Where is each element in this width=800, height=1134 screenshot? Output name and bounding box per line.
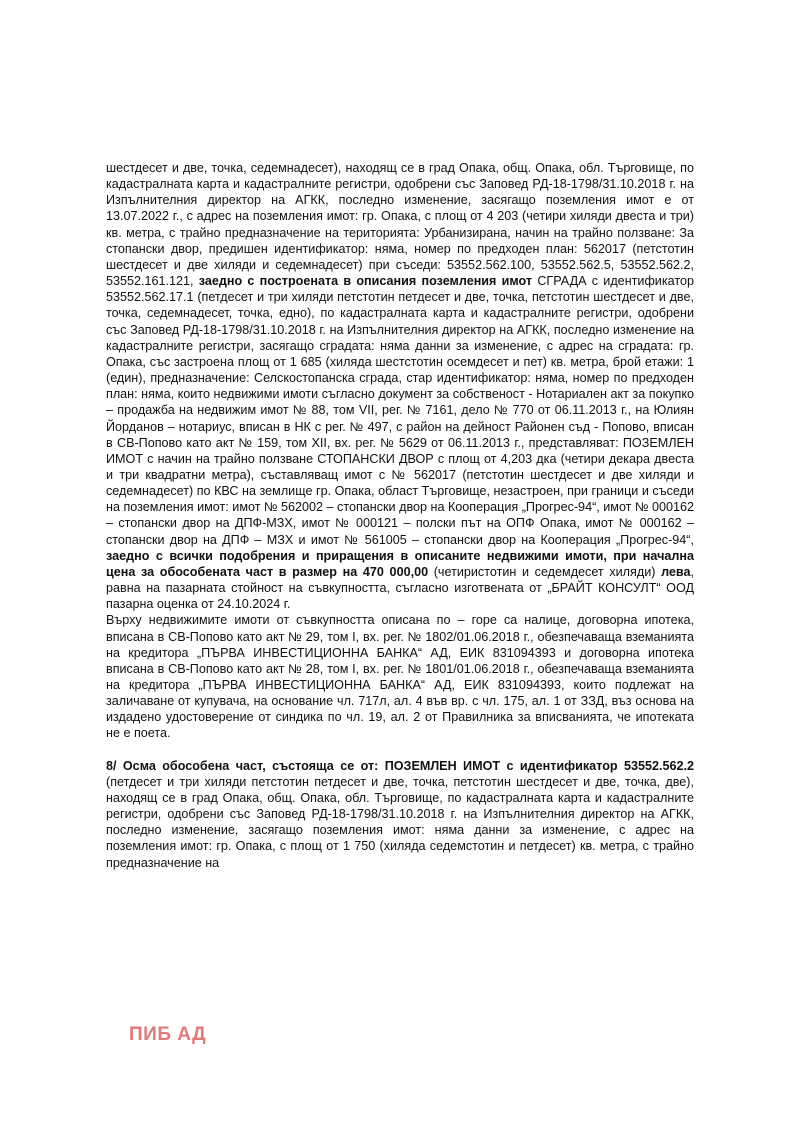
paragraph-mortgage: Върху недвижимите имоти от съвкупността описана по – горе са налице, договорна ипотека, вписана в СВ-Попово като акт № 29, том I, вх. рег. № 1802/01.06.2018 г., обезпечаваща вземанията на кредитора „ПЪРВА ИНВЕСТИЦИОННА БАНКА“ АД, ЕИК 831094393 и договорна ипотека вписана в СВ-Попово като акт № 28, том I, вх. рег. № 1801/01.06.2018 г., обезпечаваща вземанията на кредитора „ПЪРВА ИНВЕСТИЦИОННА БАНКА“ АД, ЕИК 831094393, които подлежат на заличаване от купувача, на основание чл. 717л, ал. 4 във вр. с чл. 175, ал. 1 от ЗЗД, въз основа на издадено удостоверение от синдика по чл. 19, ал. 2 от Правилника за вписванията, че ипотеката не е поета. [106,613,694,741]
p3-text-1: (петдесет и три хиляди петстотин петдесет и две, точка, петстотин шестдесет и две, точка, две), находящ се в град Опака, общ. Опака, обл. Търговище, по кадастралната карта и кадастралните регистри, одобрени със Заповед РД-18-1798/31.10.2018 г. на Изпълнителния директор на АГКК, последно изменение, засягащо поземления имот: няма данни за изменение, с адрес на поземления имот: гр. Опака, с площ от 1 750 (хиляда седемстотин и петдесет) кв. метра, с трайно предназначение на [106,774,694,870]
paragraph-property-8 [106,758,694,871]
p1-text-2: СГРАДА с идентификатор 53552.562.17.1 (петдесет и три хиляди петстотин петдесет и две, точка, петстотин шестдесет и две, точка, седемнадесет, точка, едно), по кадастралната карта и кадастралните регистри, одобрени със Заповед РД-18-1798/31.10.2018 г. на Изпълнителния директор на АГКК, последно изменение на кадастралните регистри, засягащо сградата: няма данни за изменение, с адрес на сградата: гр. Опака, със застроена площ от 1 685 (хиляда шестстотин осемдесет и пет) кв. метра, брой етажи: 1 (един), предназначение: Селскостопанска сграда, стар идентификатор: няма, номер по предходен план: няма, които недвижими имоти съгласно документ за собственост - Нотариален акт за покупко – продажба на недвижим имот № 88, том VII, рег. № 7161, дело № 770 от 06.11.2013 г., на Юлиян Йорданов – нотариус, вписан в НК с рег. № 497, с район на дейност Районен съд - Попово, вписан в СВ-Попово като акт № 159, том XII, вх. рег. № 5629 от 06.11.2013 г., представляват: ПОЗЕМЛЕН ИМОТ с начин на трайно ползване СТОПАНСКИ ДВОР с площ от 4,203 дка (четири декара двеста и три квадратни метра), съставляващ имот с № 562017 (петстотин шестдесет и две хиляди и седемнадесет) по КВС на землище гр. Опака, област Търговище, незастроен, при граници и съседи на поземления имот: имот № 562002 – стопански двор на Кооперация „Прогрес-94“, имот № 000162 – стопански двор на ДПФ-МЗХ, имот № 000121 – полски път на ОПФ Опака, имот № 000162 – стопански двор на ДПФ – МЗХ и имот № 561005 – стопански двор на Кооперация „Прогрес-94“, [106,274,694,547]
p3-bold-1: 8/ Осма обособена част, състояща се от: ПОЗЕМЛЕН ИМОТ с идентификатор 53552.562.2 [106,758,694,773]
paragraph-gap [106,742,694,758]
bank-stamp: ПИБ АД [129,1024,207,1045]
document-body [106,160,694,871]
p1-text-4: , равна на пазарната стойност на съвкупността, съгласно изготвената от „БРАЙТ КОНСУЛТ“ ООД пазарна оценка от 24.10.2024 г. [106,564,694,612]
p1-bold-1: заедно с построената в описания поземления имот [198,274,533,289]
p1-text-3: (четиристотин и седемдесет хиляди) [428,564,662,579]
p1-bold-3: лева [661,564,691,579]
p1-bold-2: заедно с всички подобрения и приращения в описаните недвижими имоти, при начална цена за обособената част в размер на 470 000,00 [106,548,694,579]
paragraph-property-7 [106,160,694,612]
p1-text-1: шестдесет и две, точка, седемнадесет), находящ се в град Опака, общ. Опака, обл. Търговище, по кадастралната карта и кадастралните регистри, одобрени със Заповед РД-18-1798/31.10.2018 г. на Изпълнителния директор на АГКК, последно изменение, засягащо поземления имот е от 13.07.2022 г., с адрес на поземления имот: гр. Опака, с площ от 4 203 (четири хиляди двеста и три) кв. метра, с трайно предназначение на територията: Урбанизирана, начин на трайно ползване: За стопански двор, предишен идентификатор: няма, номер по предходен план: 562017 (петстотин шестдесет и две хиляди и седемнадесет) при съседи: 53552.562.100, 53552.562.5, 53552.562.2, 53552.161.121, [106,161,694,289]
